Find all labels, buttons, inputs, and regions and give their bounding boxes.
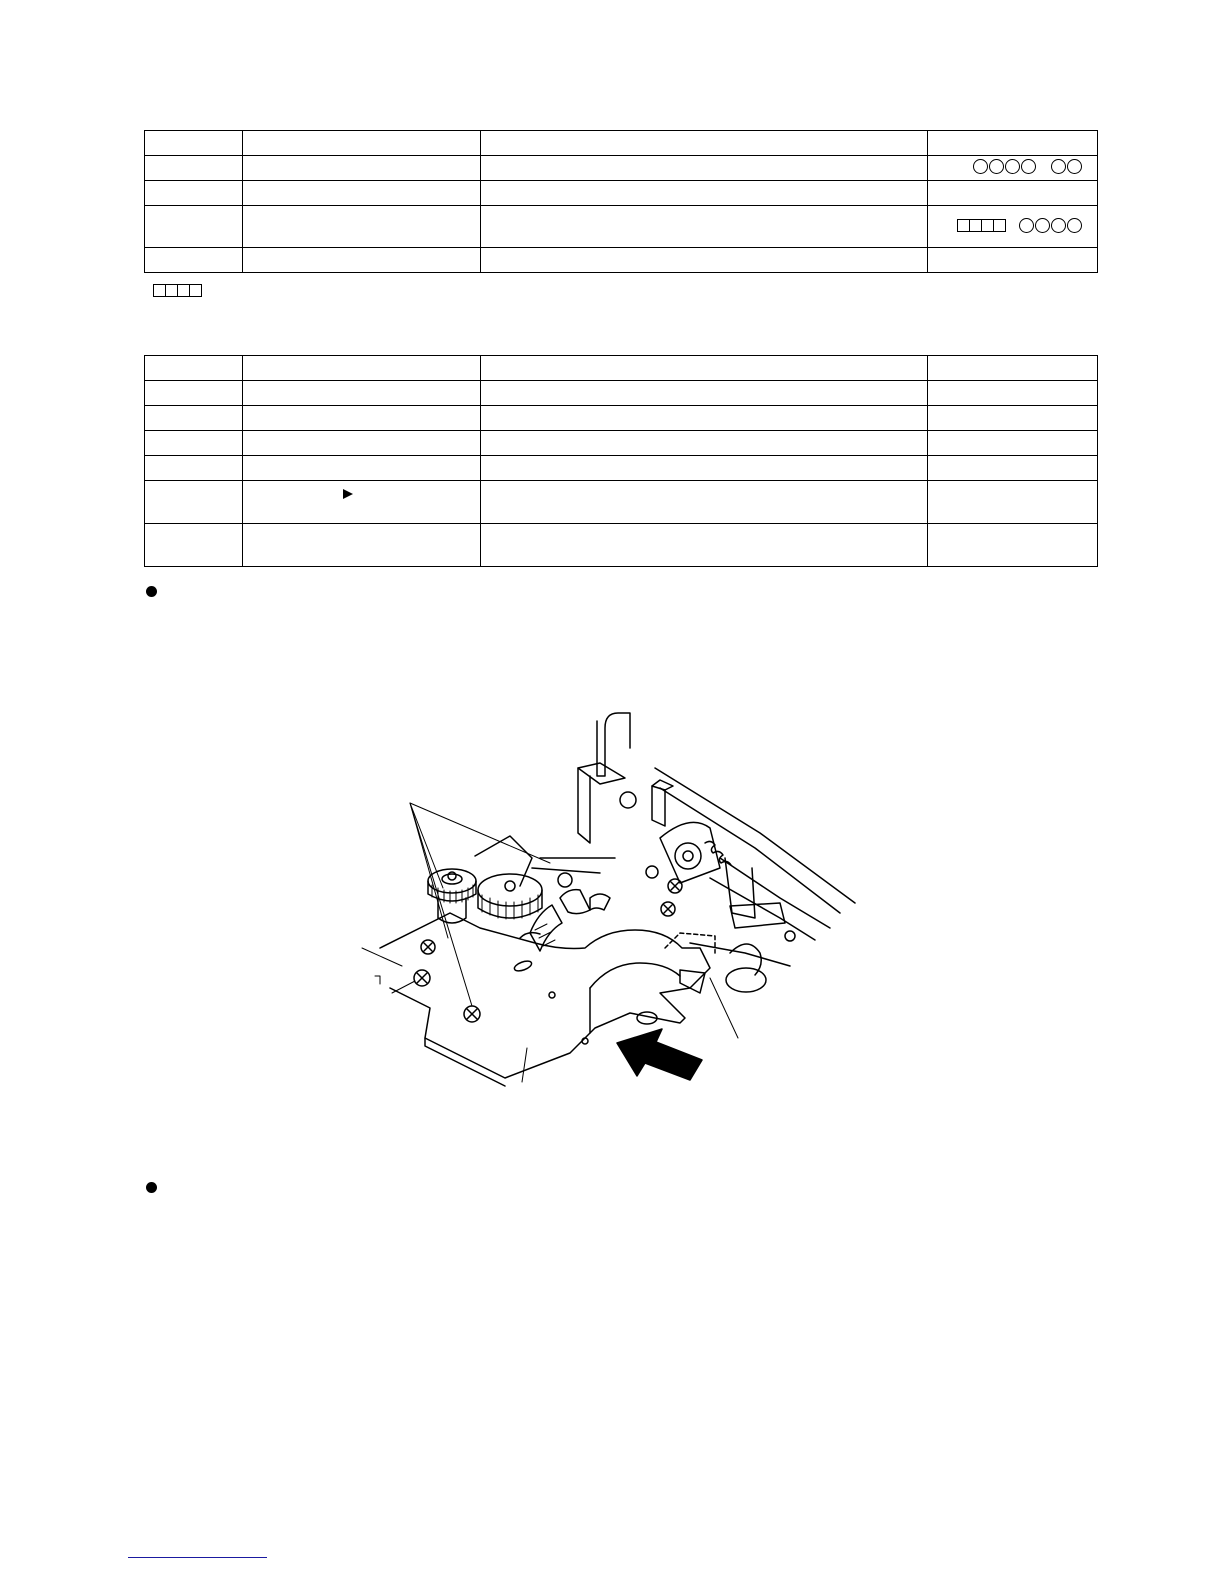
table-cell xyxy=(928,131,1098,156)
worm-gear xyxy=(560,890,590,914)
table-row xyxy=(145,431,1098,456)
table-cell xyxy=(928,406,1098,431)
table-cell xyxy=(243,381,481,406)
table-cell xyxy=(481,431,928,456)
circle-symbol-group xyxy=(973,159,1037,177)
cam-bracket xyxy=(660,822,720,883)
circle-symbol xyxy=(1035,218,1050,233)
vertical-bracket xyxy=(597,713,630,776)
table-cell xyxy=(481,381,928,406)
square-symbol-group xyxy=(957,219,1005,235)
table-cell xyxy=(481,406,928,431)
table-row xyxy=(145,456,1098,481)
worm-gear xyxy=(535,924,555,946)
table-cell xyxy=(481,356,928,381)
table-cell xyxy=(481,206,928,248)
table-cell xyxy=(481,248,928,273)
table-cell xyxy=(243,181,481,206)
square-symbol xyxy=(993,219,1006,232)
table-row xyxy=(145,131,1098,156)
leader-line xyxy=(522,1048,527,1082)
table-row xyxy=(145,524,1098,567)
table-cell xyxy=(243,406,481,431)
belt xyxy=(532,868,600,873)
main-plate-edge xyxy=(425,1038,505,1086)
leader-line xyxy=(710,978,738,1038)
table-cell xyxy=(145,406,243,431)
circle-symbol xyxy=(1051,218,1066,233)
table-row xyxy=(145,181,1098,206)
bullet-icon xyxy=(146,586,157,597)
table-row xyxy=(145,381,1098,406)
table-cell xyxy=(928,431,1098,456)
spec-table-1 xyxy=(144,130,1098,273)
slot-hole xyxy=(513,959,533,973)
table-cell xyxy=(145,206,243,248)
table-cell xyxy=(243,431,481,456)
gear-icon xyxy=(428,869,476,923)
circle-symbol xyxy=(1019,218,1034,233)
table-cell xyxy=(145,248,243,273)
table-cell xyxy=(928,248,1098,273)
bullet-icon xyxy=(146,1182,157,1193)
table-cell xyxy=(243,456,481,481)
table-cell xyxy=(243,248,481,273)
table-cell xyxy=(145,481,243,524)
play-triangle-icon xyxy=(343,489,353,499)
table-cell xyxy=(145,356,243,381)
plate-cutout xyxy=(590,963,680,988)
screw-icon xyxy=(646,866,658,878)
footer-link[interactable] xyxy=(128,1557,267,1558)
table-cell xyxy=(481,524,928,567)
upright-post xyxy=(652,786,665,826)
hole xyxy=(620,792,636,808)
circle-symbol xyxy=(1021,159,1036,174)
table-cell xyxy=(243,356,481,381)
table-cell xyxy=(145,456,243,481)
table-cell xyxy=(145,156,243,181)
table-cell xyxy=(928,381,1098,406)
symbol-cell xyxy=(928,156,1098,181)
table-row xyxy=(145,406,1098,431)
cam-wheel xyxy=(675,843,701,869)
cam-hub xyxy=(683,851,693,861)
table-row xyxy=(145,206,1098,248)
circle-symbol-group xyxy=(1051,159,1083,177)
table-cell xyxy=(928,524,1098,567)
screw-icon xyxy=(558,873,572,887)
screw-icon xyxy=(421,940,435,954)
screw-icon xyxy=(414,970,430,986)
table-row xyxy=(145,481,1098,524)
table-row xyxy=(145,156,1098,181)
hole xyxy=(549,992,555,998)
table-cell xyxy=(243,206,481,248)
table-cell xyxy=(145,131,243,156)
leader-line xyxy=(392,981,415,993)
table-row xyxy=(145,356,1098,381)
circle-symbol xyxy=(1067,218,1082,233)
screw-icon xyxy=(661,902,675,916)
table-cell xyxy=(243,524,481,567)
table-cell xyxy=(928,456,1098,481)
table-cell xyxy=(145,181,243,206)
table-cell xyxy=(928,181,1098,206)
table-cell xyxy=(481,481,928,524)
side-bracket xyxy=(725,858,755,918)
circle-symbol-group xyxy=(1019,218,1083,236)
note-symbol-group xyxy=(153,284,201,302)
mechanism-drawing xyxy=(360,708,860,1088)
play-symbol-cell xyxy=(243,481,481,524)
leader-line xyxy=(375,976,380,984)
circle-symbol xyxy=(1067,159,1082,174)
screw-icon xyxy=(668,879,682,893)
arrow-icon xyxy=(617,1029,702,1080)
table-cell xyxy=(145,524,243,567)
table-cell xyxy=(481,456,928,481)
chassis-rail xyxy=(690,943,790,966)
leader-line xyxy=(362,948,402,966)
chassis-rail xyxy=(655,768,855,903)
hole xyxy=(726,968,766,992)
pinch-lever xyxy=(590,894,610,910)
spec-table-2 xyxy=(144,355,1098,567)
table-cell xyxy=(928,481,1098,524)
vertical-bracket xyxy=(578,768,590,843)
gear-icon xyxy=(475,836,542,919)
hole xyxy=(785,931,795,941)
circle-symbol xyxy=(1051,159,1066,174)
symbol-cell xyxy=(928,206,1098,248)
screw-icon xyxy=(464,1006,480,1022)
circle-symbol xyxy=(1005,159,1020,174)
circle-symbol xyxy=(989,159,1004,174)
table-cell xyxy=(145,431,243,456)
table-cell xyxy=(928,356,1098,381)
table-cell xyxy=(481,156,928,181)
table-cell xyxy=(145,381,243,406)
circle-symbol xyxy=(973,159,988,174)
table-row xyxy=(145,248,1098,273)
table-cell xyxy=(481,131,928,156)
table-cell xyxy=(481,181,928,206)
bracket-tab xyxy=(578,763,625,784)
table-cell xyxy=(243,131,481,156)
leader-line xyxy=(410,803,443,888)
worm-gear xyxy=(520,933,540,938)
table-cell xyxy=(243,156,481,181)
square-symbol xyxy=(189,284,202,297)
